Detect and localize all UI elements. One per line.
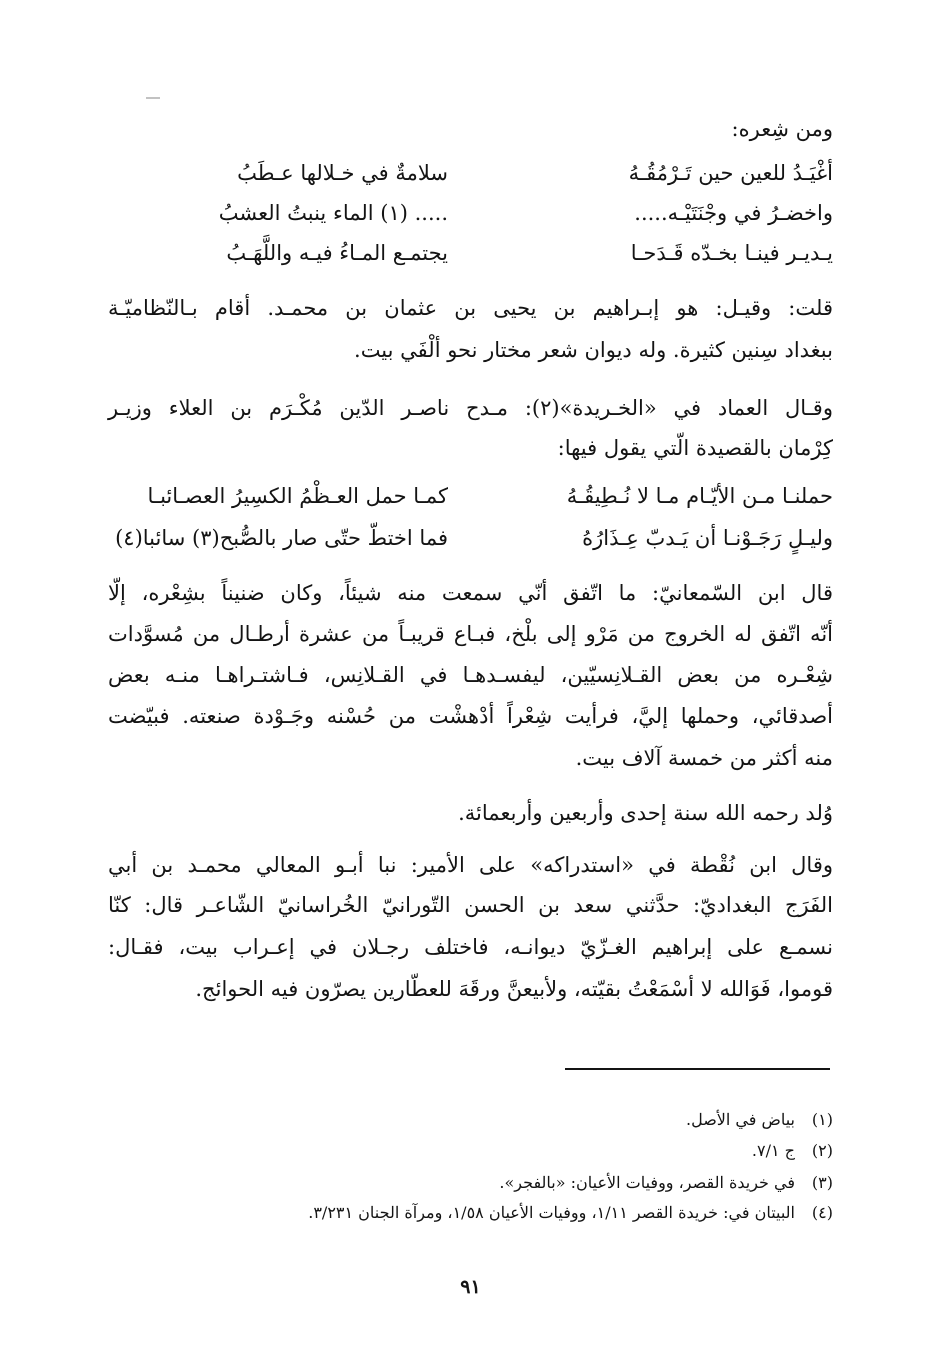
- footnote-number: (١): [811, 1110, 833, 1129]
- footnote-text: ج ٧/١.: [751, 1141, 795, 1160]
- poem-intro: ومن شِعره:: [731, 117, 833, 141]
- verse-line: [108, 203, 833, 233]
- verse-first-hemistich: يـديـر فينـا بخـدّه قَـدَحـا: [630, 241, 833, 265]
- paragraph-line: وقال ابن نُقْطة في «استدراكه» على الأمير: نبا أبـو المعالي محمـد بن أبي: [108, 853, 833, 877]
- paragraph-line: قلت: وقيـل: هو إبـراهيم بن يحيى بن عثمان بن محمـد. أقام بـالنّظاميّـة: [108, 296, 833, 320]
- paragraph-line: شِعْـره من بعض القـلانِسيّين، ليفسـدهـا في القـلانِس، فـاشتـراهـا منـه بعض: [108, 663, 833, 687]
- verse-second-hemistich: ..... (١) الماء ينبتُ العشبُ: [218, 201, 448, 225]
- verse-first-hemistich: واخضـرُ في وجْنَتَيْـه.....: [634, 201, 833, 225]
- verse-first-hemistich: أغْيَـدُ للعين حين تَـرْمُقُـهُ: [628, 161, 833, 185]
- footnote-number: (٢): [811, 1141, 833, 1160]
- verse-first-hemistich: حملنـا مـن الأيّـام مـا لا نُـطِيقُـهُ: [566, 484, 833, 508]
- footnote: [308, 1205, 833, 1221]
- verse-line: [108, 528, 833, 558]
- paragraph-line: ببغداد سِنين كثيرة. وله ديوان شعر مختار نحو ألْفَي بيت.: [354, 338, 833, 362]
- footnote: [752, 1143, 833, 1159]
- verse-line: [108, 243, 833, 273]
- paragraph-line: أصدقائي، وحملها إليَّ، فرأيت شِعْراً أدْهشْت من حُسْنه وجَـوْدة صنعته. فبيّضت: [108, 704, 833, 728]
- footnote: [499, 1175, 833, 1191]
- page-number: ٩١: [460, 1276, 481, 1298]
- verse-second-hemistich: سلامةٌ في خـلالها عـطَبُ: [237, 161, 448, 185]
- paragraph-line: وقـال العماد في «الخـريدة»(٢): مـدح ناصـر الدّين مُكْـرَم بن العلاء وزيـر: [108, 396, 833, 420]
- paragraph-line: منه أكثر من خمسة آلاف بيت.: [575, 746, 833, 770]
- footnote: [686, 1112, 833, 1128]
- paragraph-line: قوموا، فَوَالله لا أسْمَعْتُ بقيّته، ولأبيعنَّ ورقَهَ للعطّارين يصرّون فيه الحوائج.: [195, 977, 833, 1001]
- paragraph-line: أنّه اتّفق له الخروج من مَرْو إلى بلْخ، فبـاع قريبـاً من عشرة أرطـال من مُسوَّدات: [108, 622, 833, 646]
- verse-second-hemistich: فما اختطّ حتّى صار بالصُّبح(٣) سائبا(٤): [115, 526, 448, 550]
- footnote-number: (٣): [811, 1173, 833, 1192]
- footnote-separator: [565, 1068, 830, 1070]
- footnote-text: بياض في الأصل.: [685, 1110, 795, 1129]
- paragraph-line: الفَرَج البغداديّ: حدَّثني سعد بن الحسن التّورانيّ الخُراسانيّ الشّاعـر قال: كنّا: [108, 893, 833, 917]
- paragraph-line: نسمـع على إبراهيم الغـزّيّ ديوانـه، فاختلف رجـلان في إعـراب بيت، فقـال:: [108, 935, 833, 959]
- paragraph-line: قال ابن السّمعانيّ: ما اتّفق أنّي سمعت منه شيئاً، وكان ضنيناً بشِعْره، إلّا: [108, 581, 833, 605]
- verse-first-hemistich: وليـلٍ رَجَـوْنـا أن يَـدبّ عِـذَارُهُ: [582, 526, 833, 550]
- verse-second-hemistich: كمـا حمل العـظْمُ الكسِيرُ العصـائبـا: [147, 484, 448, 508]
- verse-line: [108, 486, 833, 516]
- scan-speck: [146, 97, 160, 99]
- paragraph-line: كِرْمان بالقصيدة الّتي يقول فيها:: [557, 436, 833, 460]
- footnote-text: البيتان في: خريدة القصر ١/١١، ووفيات الأعيان ١/٥٨، ومرآة الجنان ٣/٢٣١.: [308, 1203, 795, 1222]
- verse-line: [108, 163, 833, 193]
- footnote-text: في خريدة القصر، ووفيات الأعيان: «بالفجر».: [499, 1173, 795, 1192]
- verse-second-hemistich: يجتمـع المـاءُ فيـه واللَّهَـبُ: [226, 241, 448, 265]
- footnote-number: (٤): [811, 1203, 833, 1222]
- paragraph-line: وُلد رحمه الله سنة إحدى وأربعين وأربعمائة.: [458, 801, 833, 825]
